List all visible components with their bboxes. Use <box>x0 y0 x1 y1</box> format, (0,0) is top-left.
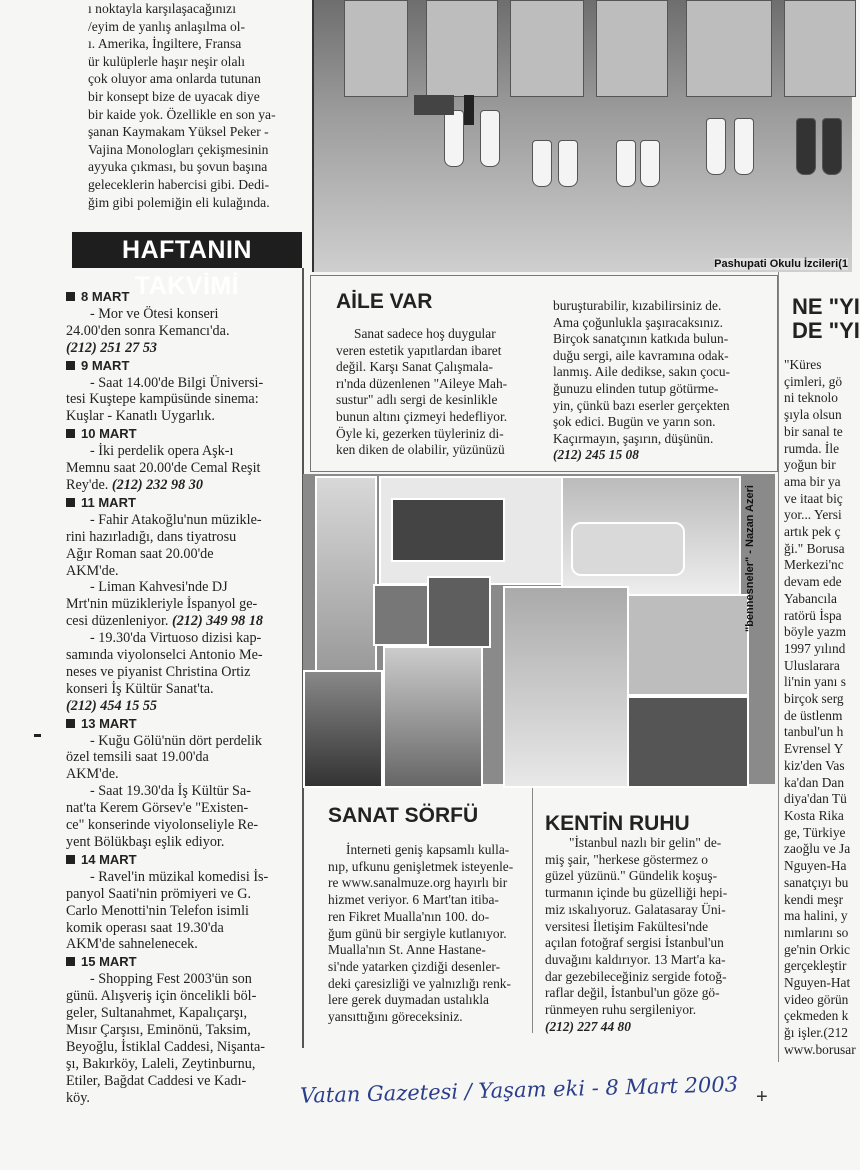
text-line: DE "YI <box>792 318 860 343</box>
text-line: li'nin yanı s <box>784 674 846 690</box>
calendar-day-heading <box>66 358 296 375</box>
bullet-square-icon <box>66 957 75 966</box>
text-line: böyle yazm <box>784 624 847 640</box>
text-line: "İstanbul nazlı bir gelin" de- <box>569 835 722 850</box>
event-line: günü. Alışveriş için öncelikli böl- <box>66 988 257 1005</box>
text-line: yor... Yersi <box>784 507 842 523</box>
art-collage-photo <box>303 474 775 784</box>
right-column-text <box>784 357 856 1059</box>
plus-mark: + <box>756 1086 768 1108</box>
text-line: bir konsept bize de uyacak diye <box>88 88 260 104</box>
event-line: - 19.30'da Virtuoso dizisi kap- <box>90 630 262 647</box>
calendar-day-heading <box>66 954 296 971</box>
text-line: dar gezebileceğiniz sergide fotoğ- <box>545 968 727 984</box>
text-line: Ama çoğunlukla şaşıracaksınız. <box>553 314 723 330</box>
text-line: NE "YI <box>792 294 860 319</box>
phone-number: (212) 227 44 80 <box>545 1018 631 1034</box>
event-line: - Saat 14.00'de Bilgi Üniversi- <box>90 374 264 391</box>
aile-var-title: AİLE VAR <box>336 290 433 313</box>
event-line: Beyoğlu, İstiklal Caddesi, Nişanta- <box>66 1038 265 1055</box>
event-line: - Liman Kahvesi'nde DJ <box>90 579 228 596</box>
calendar-event <box>66 579 296 630</box>
calendar-event <box>66 443 296 494</box>
event-line: - Mor ve Ötesi konseri <box>90 305 219 322</box>
text-line: bir sanal te <box>784 423 843 439</box>
text-line: değil. Karşı Sanat Çalışmala- <box>336 359 493 375</box>
text-line: Vajina Monologları çekişmesinin <box>88 141 269 157</box>
text-line: www.borusar <box>784 1041 856 1057</box>
text-line: 1997 yılınd <box>784 640 846 656</box>
bullet-square-icon <box>66 361 75 370</box>
sanat-sorfu-title: SANAT SÖRFÜ <box>328 804 479 827</box>
event-line: Kuşlar - Kanatlı Uygarlık. <box>66 408 215 425</box>
text-line: ür kulüplerle haşır neşir olalı <box>88 53 246 69</box>
text-line: Nguyen-Ha <box>784 858 847 874</box>
calendar-day-date: 13 MART <box>81 715 137 731</box>
text-line: tanbul'un h <box>784 724 844 740</box>
calendar-day-date: 8 MART <box>81 289 130 304</box>
text-line: rumda. İle <box>784 440 840 456</box>
event-line: Ağır Roman saat 20.00'de <box>66 545 214 562</box>
text-line: ge'nin Orkic <box>784 941 850 957</box>
scout-girls-photo <box>312 0 852 272</box>
text-line: yoğun bir <box>784 457 836 473</box>
text-line: ayyuka çıkması, bu şovun başına <box>88 159 268 175</box>
event-line: köy. <box>66 1089 90 1106</box>
calendar-day-date: 14 MART <box>81 851 137 867</box>
text-line: Sanat sadece hoş duygular <box>354 326 496 341</box>
text-line: diya'dan Tü <box>784 791 847 807</box>
text-line: hizmet veriyor. 6 Mart'tan itiba- <box>328 892 499 908</box>
margin-mark <box>34 734 41 737</box>
text-line: ama bir ya <box>784 473 841 489</box>
bullet-square-icon <box>66 498 75 507</box>
text-line: de üstlenm <box>784 707 843 723</box>
bullet-square-icon <box>66 292 75 301</box>
text-line: re www.sanalmuze.org hayırlı bir <box>328 875 508 891</box>
text-line: Yabancıla <box>784 590 837 606</box>
event-line: - Kuğu Gölü'nün dört perdelik <box>90 732 262 749</box>
event-line: Mrt'nin müzikleriyle İspanyol ge- <box>66 596 258 613</box>
calendar-event <box>66 783 296 851</box>
text-line: miş şair, "herkese göstermez o <box>545 851 708 867</box>
text-line: versitesi İletişim Fakültesi'nde <box>545 918 709 934</box>
text-line: ı noktayla karşılaşacağınızı <box>88 1 236 16</box>
text-line: Merkezi'nc <box>784 557 844 573</box>
calendar-title: HAFTANIN TAKVİMİ <box>72 232 302 268</box>
text-line: şanan Kaymakam Yüksel Peker - <box>88 124 269 140</box>
text-line: raflar değil, İstanbul'un göze gö- <box>545 985 720 1001</box>
calendar-day-date: 9 MART <box>81 357 130 373</box>
text-line: gerçekleştir <box>784 958 847 974</box>
text-line: yansıttığını göreceksiniz. <box>328 1009 463 1025</box>
text-line: açılan fotoğraf sergisi İstanbul'un <box>545 935 724 951</box>
event-line: nat'ta Kerem Görsev'e "Existen- <box>66 800 249 817</box>
text-line: turmanın içinde bu güzelliği hepi- <box>545 885 728 901</box>
aile-var-column-1 <box>336 326 541 459</box>
text-line: ı. Amerika, İngiltere, Fransa <box>88 36 242 52</box>
phone-number: (212) 251 27 53 <box>66 339 158 356</box>
text-line: si'nde yatarken çizdiği desenler- <box>328 958 501 974</box>
sanat-sorfu-text <box>328 842 528 1026</box>
text-line: Kaçırmayın, şaşırın, düşünün. <box>553 430 714 446</box>
calendar-event <box>66 630 296 715</box>
text-line: "Küres <box>784 357 822 372</box>
calendar-event <box>66 375 296 426</box>
phone-line <box>66 698 296 715</box>
text-line: Öyle ki, gezerken tüyleriniz di- <box>336 425 504 441</box>
calendar-event <box>66 733 296 784</box>
phone-number: (212) 349 98 18 <box>171 613 264 630</box>
event-line: neses ve piyanist Christina Ortiz <box>66 663 251 680</box>
event-line: panyol Saati'nin prömiyeri ve G. <box>66 885 251 902</box>
calendar-day-date: 10 MART <box>81 426 137 442</box>
aile-var-column-2 <box>553 298 768 464</box>
calendar-day-date: 15 MART <box>81 954 137 970</box>
text-line: kendi meşr <box>784 891 844 907</box>
event-line: Rey'de. (212) 232 98 30 <box>66 476 203 493</box>
event-line: şı, Bakırköy, Laleli, Zeytinburnu, <box>66 1055 256 1072</box>
text-line: /eyim de yanlış anlaşılma ol- <box>88 18 246 34</box>
text-line: devam ede <box>784 574 842 590</box>
text-line: duğu sergi, aile kavramına odak- <box>553 347 729 363</box>
text-line: duvağını kaldırıyor. 13 Mart'a ka- <box>545 951 726 967</box>
event-line: rini hazırladığı, dans tiyatrosu <box>66 528 237 545</box>
text-line: yin, çünkü bazı eserler gerçekten <box>553 397 730 413</box>
text-line: güzel yüzünü." Gündelik koşuş- <box>545 868 718 884</box>
intro-text <box>88 0 303 211</box>
text-line: rı'nda düzenlenen "Aileye Mah- <box>336 375 508 391</box>
text-line: ken diken de olabilir, yüzünüzü <box>336 442 505 458</box>
photo-caption: Pashupati Okulu İzcileri(1 <box>714 258 848 270</box>
event-line: AKM'de. <box>66 766 119 783</box>
calendar-event <box>66 306 296 357</box>
phone-line <box>66 340 296 357</box>
text-line: artık pek ç <box>784 524 841 540</box>
phone-number: (212) 454 15 55 <box>66 697 158 714</box>
calendar-event <box>66 512 296 580</box>
text-line: lere gerek duymadan ustalıkla <box>328 992 489 1008</box>
text-line: nımlarını so <box>784 924 849 940</box>
event-line: 24.00'den sonra Kemancı'da. <box>66 322 230 339</box>
text-line: ğı işler.(212 <box>784 1025 848 1041</box>
text-line: şıyla olsun <box>784 407 842 423</box>
event-line: konseri İş Kültür Sanat'ta. <box>66 680 214 697</box>
event-line: Etiler, Bağdat Caddesi ve Kadı- <box>66 1072 247 1089</box>
text-line: zaoğlu ve Ja <box>784 841 851 857</box>
text-line: çok oluyor ama onlarda tutunan <box>88 71 261 87</box>
text-line: Birçok sanatçının katkıda bulun- <box>553 331 729 347</box>
text-line: ğunuzu elinden tutup götürme- <box>553 380 719 396</box>
event-line: tesi Kuştepe kampüsünde sinema: <box>66 391 259 408</box>
text-line: Mualla'nın St. Anne Hastane- <box>328 942 486 958</box>
calendar-event <box>66 869 296 954</box>
event-line: ce" konserinde viyolonseliyle Re- <box>66 817 259 834</box>
calendar-day-date: 11 MART <box>81 494 136 510</box>
event-line: - Fahir Atakoğlu'nun müzikle- <box>90 511 262 528</box>
text-line: nıp, ufkunu genişletmek isteyenle- <box>328 858 514 874</box>
event-line: Memnu saat 20.00'de Cemal Reşit <box>66 460 261 477</box>
event-line: Mısır Çarşısı, Eminönü, Taksim, <box>66 1021 251 1038</box>
calendar-day-heading <box>66 495 296 512</box>
text-line: ğim gibi polemiğin eli kulağında. <box>88 194 270 210</box>
event-line: geler, Sultanahmet, Kapalıçarşı, <box>66 1005 248 1022</box>
text-line: Evrensel Y <box>784 741 844 757</box>
text-line: miz ıskalıyoruz. Galatasaray Üni- <box>545 901 726 917</box>
calendar-day-heading <box>66 852 296 869</box>
text-line: ve itaat biç <box>784 490 843 506</box>
phone-number: (212) 232 98 30 <box>111 476 203 493</box>
handwritten-source-note: Vatan Gazetesi / Yaşam eki - 8 Mart 2003 <box>299 1072 739 1108</box>
event-line: AKM'de sahnelenecek. <box>66 936 198 953</box>
calendar-list <box>66 288 296 1107</box>
text-line: ren Fikret Mualla'nın 100. do- <box>328 908 490 924</box>
bullet-square-icon <box>66 855 75 864</box>
text-line: rünmeyen ruhu sergileniyor. <box>545 1002 697 1018</box>
event-line: - İki perdelik opera Aşk-ı <box>90 443 234 460</box>
text-line: buruşturabilir, kızabilirsiniz de. <box>553 298 722 313</box>
event-line: Carlo Menotti'nin Telefon isimli <box>66 902 249 919</box>
text-line: sanatçıyı bu <box>784 874 849 890</box>
text-line: Kosta Rika <box>784 807 844 823</box>
text-line: İnterneti geniş kapsamlı kulla- <box>346 842 510 857</box>
text-line: bunun altını çizmeyi hedefliyor. <box>336 408 508 424</box>
bullet-square-icon <box>66 719 75 728</box>
calendar-event <box>66 971 296 1106</box>
text-line: sustur" adlı sergi de kesinlikle <box>336 392 498 408</box>
text-line: ma halini, y <box>784 908 848 924</box>
text-line: çekmeden k <box>784 1008 849 1024</box>
event-line: samında viyolonselci Antonio Me- <box>66 647 263 664</box>
phone-number: (212) 245 15 08 <box>553 447 639 463</box>
collage-credit: "bennesneler" - Nazan Azeri <box>744 485 756 632</box>
event-line: - Ravel'in müzikal komedisi İs- <box>90 868 269 885</box>
text-line: birçok serg <box>784 691 844 707</box>
event-line: komik operası saat 19.30'da <box>66 919 224 936</box>
calendar-day-heading <box>66 289 296 306</box>
event-line: yent Bölükbaşı eşlik ediyor. <box>66 834 225 850</box>
text-line: geleceklerin habercisi gibi. Dedi- <box>88 176 270 192</box>
text-line: ğum günü bir sergiyle kutlanıyor. <box>328 925 507 941</box>
kentin-ruhu-text <box>545 835 765 1035</box>
text-line: lanmış. Aile dedikse, sakın çocu- <box>553 364 731 380</box>
text-line: ge, Türkiye <box>784 824 846 840</box>
text-line: kiz'den Vas <box>784 757 845 773</box>
event-line: özel temsili saat 19.00'da <box>66 749 209 766</box>
text-line: şok edici. Bugün ve yarın son. <box>553 414 716 430</box>
text-line: ği." Borusa <box>784 540 845 556</box>
event-line: - Shopping Fest 2003'ün son <box>90 971 252 988</box>
event-line: - Saat 19.30'da İş Kültür Sa- <box>90 783 251 800</box>
text-line: deki çaresizliği ve yalnızlığı renk- <box>328 975 511 991</box>
text-line: veren estetik yapıtlardan ibaret <box>336 342 502 358</box>
event-line: cesi düzenleniyor. (212) 349 98 18 <box>66 613 264 630</box>
calendar-day-heading <box>66 426 296 443</box>
right-column-title <box>792 295 860 343</box>
text-line: ni teknolo <box>784 390 838 406</box>
text-line: ka'dan Dan <box>784 774 845 790</box>
bullet-square-icon <box>66 429 75 438</box>
text-line: Nguyen-Hat <box>784 975 851 991</box>
text-line: bir kaide yok. Özellikle en son ya- <box>88 106 276 122</box>
text-line: video görün <box>784 991 849 1007</box>
text-line: Uluslarara <box>784 657 840 673</box>
kentin-ruhu-title: KENTİN RUHU <box>545 812 690 835</box>
text-line: çimleri, gö <box>784 373 843 389</box>
text-line: ratörü İspa <box>784 607 842 623</box>
event-line: AKM'de. <box>66 562 119 579</box>
calendar-day-heading <box>66 716 296 733</box>
